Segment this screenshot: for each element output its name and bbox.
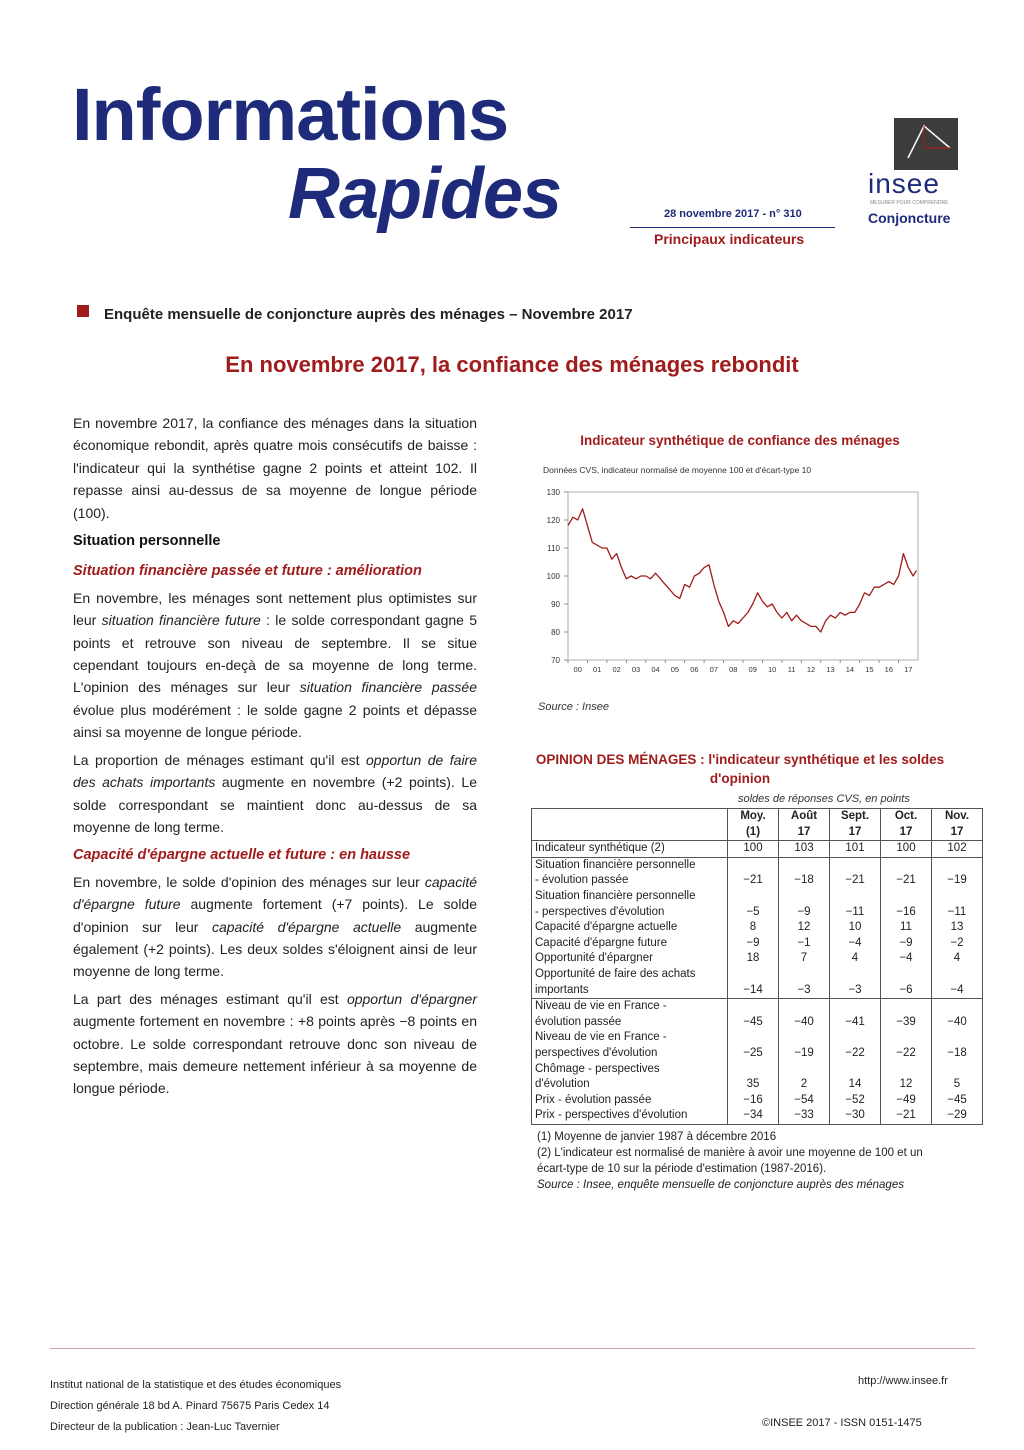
text-run: En novembre, le solde d'opinion des ménages sur leur — [73, 873, 425, 890]
row-label-line2: - perspectives d'évolution — [535, 905, 665, 918]
row-label-line2: importants — [535, 983, 589, 996]
masthead-rule — [630, 227, 835, 228]
table-cell: −39 — [881, 999, 932, 1031]
table-row — [532, 857, 983, 889]
table-source: Source : Insee, enquête mensuelle de conjoncture auprès des ménages — [537, 1179, 904, 1191]
x-tick-label: 09 — [748, 665, 757, 674]
table-row — [532, 999, 983, 1031]
row-label — [532, 841, 728, 858]
table-cell: −41 — [830, 999, 881, 1031]
table-cell: 12 — [779, 920, 830, 936]
x-tick-label: 15 — [865, 665, 874, 674]
x-tick-label: 06 — [690, 665, 699, 674]
table-cell: −9 — [881, 936, 932, 952]
confidence-series-line — [568, 509, 916, 632]
row-label-line1: Niveau de vie en France - — [535, 1000, 667, 1013]
table-cell: −5 — [728, 889, 779, 920]
table-cell: −40 — [779, 999, 830, 1031]
table-cell: 12 — [881, 1062, 932, 1093]
plot-frame — [568, 492, 918, 660]
row-label-line1: Prix - évolution passée — [535, 1093, 652, 1106]
row-label-line1: Opportunité d'épargner — [535, 952, 653, 965]
kicker: Principaux indicateurs — [654, 231, 805, 247]
table-cell: −45 — [728, 999, 779, 1031]
subheading-saving-capacity: Capacité d'épargne actuelle et future : en hausse — [73, 847, 411, 864]
table-cell: −52 — [830, 1093, 881, 1109]
table-cell: 101 — [830, 841, 881, 858]
table-cell: −2 — [932, 936, 983, 952]
text-run-italic: capacité d'épargne future — [73, 873, 477, 913]
table-row — [532, 920, 983, 936]
table-header-cell — [881, 809, 932, 841]
paragraph-major-purchases — [73, 749, 477, 839]
note-1: (1) Moyenne de janvier 1987 à décembre 2016 — [537, 1131, 777, 1143]
section-title: Situation personnelle — [73, 533, 221, 550]
table-cell: 10 — [830, 920, 881, 936]
text-run-italic: situation financière passée — [299, 679, 477, 696]
intro-paragraph: En novembre 2017, la confiance des ménages dans la situation économique rebondit, après quatre mois consécutifs de baisse : l'indicateur qui la synthétise gagne 2 points et atteint 102. Il repasse ainsi au-dessus de sa moyenne de longue période (100). — [73, 415, 477, 521]
opinion-table — [531, 808, 983, 1125]
table-cell: −45 — [932, 1093, 983, 1109]
table-cell: −11 — [830, 889, 881, 920]
row-label-line1: Situation financière personnelle — [535, 858, 696, 871]
table-cell: −6 — [881, 967, 932, 999]
footer-copyright: ©INSEE 2017 - ISSN 0151-1475 — [762, 1417, 922, 1429]
y-tick-label: 100 — [546, 572, 560, 581]
table-cell: −4 — [881, 951, 932, 967]
table-cell: −30 — [830, 1108, 881, 1124]
text-run-italic: capacité d'épargne actuelle — [211, 918, 402, 935]
row-label-line1: Opportunité de faire des achats — [535, 967, 696, 980]
survey-title: Enquête mensuelle de conjoncture auprès des ménages – Novembre 2017 — [104, 306, 633, 323]
footer-line3: Directeur de la publication : Jean-Luc Tavernier — [50, 1421, 280, 1433]
paragraph-financial-situation — [73, 587, 477, 744]
table-row — [532, 1108, 983, 1124]
x-tick-label: 08 — [729, 665, 738, 674]
footer-line2: Direction générale 18 bd A. Pinard 75675 Paris Cedex 14 — [50, 1400, 330, 1412]
row-label — [532, 951, 728, 967]
x-tick-label: 11 — [787, 665, 796, 674]
table-cell: 11 — [881, 920, 932, 936]
insee-logo — [856, 112, 968, 232]
table-cell: −21 — [881, 1108, 932, 1124]
table-header-cell — [779, 809, 830, 841]
table-cell: −19 — [779, 1030, 830, 1061]
header-line1: Moy. — [740, 810, 766, 822]
table-cell: −34 — [728, 1108, 779, 1124]
footer-address — [50, 1375, 341, 1438]
row-label-line2: évolution passée — [535, 1015, 622, 1028]
masthead-title-line1: Informations — [72, 73, 509, 156]
row-label — [532, 967, 728, 999]
confidence-chart — [530, 480, 930, 685]
logo-mark-icon — [894, 118, 958, 170]
table-unit: soldes de réponses CVS, en points — [738, 793, 910, 805]
table-cell: 2 — [779, 1062, 830, 1093]
header-line1: Oct. — [894, 810, 918, 822]
x-tick-label: 03 — [631, 665, 641, 674]
table-header-blank — [532, 809, 728, 841]
row-label — [532, 1108, 728, 1124]
table-cell: −4 — [830, 936, 881, 952]
header-line2: 17 — [848, 825, 862, 838]
header-line2: 17 — [950, 825, 964, 838]
x-tick-label: 13 — [826, 665, 835, 674]
x-tick-label: 05 — [670, 665, 680, 674]
y-tick-label: 110 — [547, 544, 560, 553]
x-tick-label: 16 — [884, 665, 894, 674]
table-header-cell — [932, 809, 983, 841]
row-label — [532, 857, 728, 889]
y-tick-label: 80 — [551, 628, 560, 637]
header-line2: 17 — [899, 825, 913, 838]
footer-line1: Institut national de la statistique et des études économiques — [50, 1379, 342, 1391]
table-cell: −33 — [779, 1108, 830, 1124]
table-cell: −11 — [932, 889, 983, 920]
table-cell: 18 — [728, 951, 779, 967]
footer-rule — [50, 1348, 975, 1349]
x-tick-label: 07 — [709, 665, 719, 674]
y-tick-label: 90 — [551, 600, 560, 609]
chart-subtitle: Données CVS, indicateur normalisé de moyenne 100 et d'écart-type 10 — [543, 465, 812, 475]
row-label-line1: Situation financière personnelle — [535, 889, 696, 902]
table-cell: −18 — [779, 857, 830, 889]
table-title: OPINION DES MÉNAGES : l'indicateur synthétique et les soldes d'opinion — [535, 752, 945, 786]
x-tick-label: 14 — [845, 665, 855, 674]
table-cell: −3 — [830, 967, 881, 999]
table-cell: −29 — [932, 1108, 983, 1124]
text-run: augmente fortement en novembre : +8 points après −8 points en octobre. Le solde correspondant retrouve donc son niveau de septembre, mais demeure nettement inférieur à sa moyenne de longue période. — [73, 1013, 477, 1097]
x-tick-label: 10 — [767, 665, 777, 674]
row-label — [532, 999, 728, 1031]
table-cell: −9 — [779, 889, 830, 920]
square-bullet-icon — [77, 305, 89, 317]
table-cell: −14 — [728, 967, 779, 999]
text-run: En novembre, les ménages sont nettement plus optimistes sur leur — [73, 589, 477, 629]
table-header-cell — [830, 809, 881, 841]
table-cell: −49 — [881, 1093, 932, 1109]
y-tick-label: 130 — [546, 488, 560, 497]
text-run: augmente en novembre (+2 points). Le solde correspondant se maintient donc au-dessus de sa moyenne de long terme. — [73, 774, 477, 835]
text-run: augmente également (+2 points). Les deux soldes s'éloignent ainsi de leur moyenne de long terme. — [73, 918, 477, 980]
header-line1: Août — [790, 810, 818, 822]
paragraph-saving-opportunity — [73, 988, 477, 1100]
table-header-row — [532, 809, 983, 841]
table-cell: −3 — [779, 967, 830, 999]
table-cell: −25 — [728, 1030, 779, 1061]
table-cell: −54 — [779, 1093, 830, 1109]
x-tick-label: 17 — [904, 665, 913, 674]
row-label — [532, 889, 728, 920]
row-label-line1: Prix - perspectives d'évolution — [535, 1109, 688, 1122]
x-tick-label: 02 — [612, 665, 621, 674]
dateline: 28 novembre 2017 - n° 310 — [664, 208, 802, 220]
table-cell: −1 — [779, 936, 830, 952]
x-tick-label: 04 — [651, 665, 660, 674]
table-cell: −16 — [728, 1093, 779, 1109]
table-cell: −21 — [881, 857, 932, 889]
table-cell: −21 — [728, 857, 779, 889]
table-row — [532, 841, 983, 858]
table-cell: 4 — [932, 951, 983, 967]
table-cell: 102 — [932, 841, 983, 858]
text-run-italic: opportun d'épargner — [346, 990, 477, 1007]
table-row — [532, 889, 983, 920]
table-header-cell — [728, 809, 779, 841]
table-cell: −21 — [830, 857, 881, 889]
text-run-italic: situation financière future — [101, 612, 261, 629]
header-line1: Nov. — [944, 810, 970, 822]
footer-url-link[interactable]: http://www.insee.fr — [858, 1375, 948, 1387]
subheading-financial-situation: Situation financière passée et future : amélioration — [73, 563, 422, 580]
table-cell: 4 — [830, 951, 881, 967]
x-tick-label: 00 — [573, 665, 582, 674]
table-row — [532, 1030, 983, 1061]
header-line2: 17 — [797, 825, 811, 838]
row-label — [532, 936, 728, 952]
table-cell: 7 — [779, 951, 830, 967]
row-label — [532, 1030, 728, 1061]
table-cell: −22 — [830, 1030, 881, 1061]
table-cell: −19 — [932, 857, 983, 889]
note-2: (2) L'indicateur est normalisé de manière à avoir une moyenne de 100 et un écart-type de 10 sur la période d'estimation (1987-2016). — [537, 1147, 923, 1175]
table-row — [532, 1062, 983, 1093]
table-row — [532, 951, 983, 967]
table-cell: 14 — [830, 1062, 881, 1093]
row-label — [532, 1093, 728, 1109]
row-label — [532, 920, 728, 936]
text-run: La proportion de ménages estimant qu'il est — [73, 751, 367, 768]
header-line2: (1) — [745, 825, 761, 838]
text-run: La part des ménages estimant qu'il est — [73, 990, 347, 1007]
table-cell: 100 — [728, 841, 779, 858]
row-label-line1: Capacité d'épargne actuelle — [535, 921, 678, 934]
table-notes — [537, 1129, 947, 1193]
table-cell: −4 — [932, 967, 983, 999]
table-row — [532, 1093, 983, 1109]
row-label-line1: Capacité d'épargne future — [535, 936, 667, 949]
row-label — [532, 1062, 728, 1093]
table-cell: −40 — [932, 999, 983, 1031]
logo-subline: MESURER POUR COMPRENDRE — [870, 200, 949, 206]
table-cell: −9 — [728, 936, 779, 952]
table-row — [532, 936, 983, 952]
row-label-line2: - évolution passée — [535, 874, 629, 887]
article-body — [73, 412, 477, 1105]
chart-source: Source : Insee — [538, 701, 609, 713]
paragraph-saving-capacity — [73, 871, 477, 983]
y-tick-label: 70 — [551, 656, 560, 665]
y-tick-label: 120 — [546, 516, 560, 525]
row-label-line2: perspectives d'évolution — [535, 1046, 658, 1059]
row-label-line2: d'évolution — [535, 1078, 590, 1091]
table-cell: −18 — [932, 1030, 983, 1061]
row-label-line1: Niveau de vie en France - — [535, 1031, 667, 1044]
table-cell: −22 — [881, 1030, 932, 1061]
chart-title: Indicateur synthétique de confiance des ménages — [580, 433, 900, 448]
table-cell: 100 — [881, 841, 932, 858]
table-cell: 8 — [728, 920, 779, 936]
text-run: augmente fortement (+7 points). Le solde d'opinion sur leur — [73, 896, 478, 935]
text-run: : le solde correspondant gagne 5 points et retrouve son niveau de septembre. Il se situe cependant toujours en-deçà de sa moyenne de long terme. L'opinion des ménages sur leur — [73, 612, 477, 696]
headline: En novembre 2017, la confiance des ménages rebondit — [225, 352, 799, 377]
text-run-italic: opportun de faire des achats importants — [73, 751, 477, 791]
text-run: évolue plus modérément : le solde gagne 2 points et dépasse ainsi sa moyenne de longue période. — [73, 701, 477, 741]
row-label-line1: Indicateur synthétique (2) — [535, 842, 665, 855]
table-cell: 35 — [728, 1062, 779, 1093]
table-cell: −16 — [881, 889, 932, 920]
table-cell: 5 — [932, 1062, 983, 1093]
logo-name: insee — [868, 168, 940, 199]
masthead-title-line2: Rapides — [288, 154, 562, 234]
header-line1: Sept. — [840, 810, 870, 822]
table-cell: 13 — [932, 920, 983, 936]
table-row — [532, 967, 983, 999]
logo-section: Conjoncture — [868, 210, 951, 226]
x-tick-label: 12 — [806, 665, 816, 674]
x-tick-label: 01 — [592, 665, 602, 674]
row-label-line1: Chômage - perspectives — [535, 1062, 660, 1075]
table-cell: 103 — [779, 841, 830, 858]
